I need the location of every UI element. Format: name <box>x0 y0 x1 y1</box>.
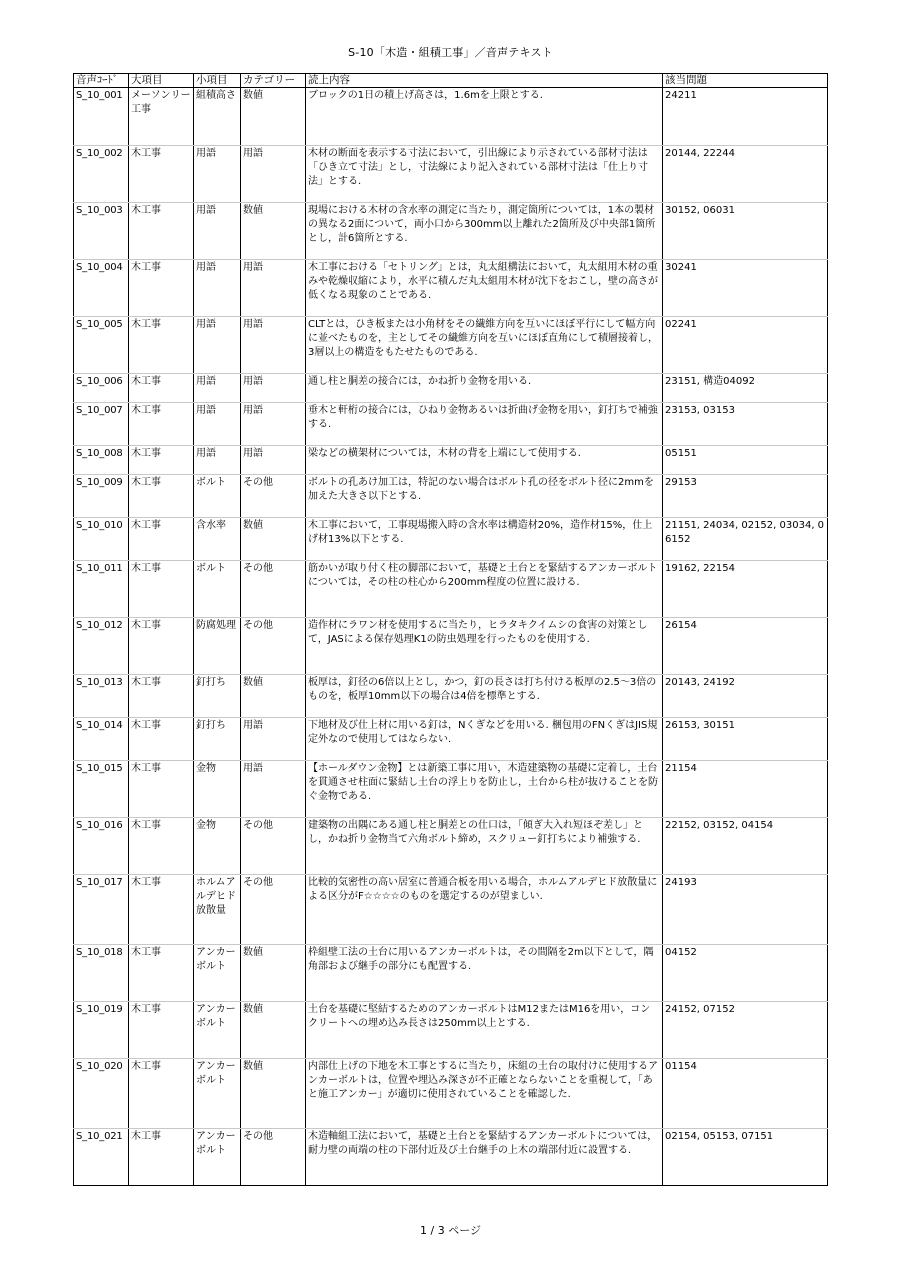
table-row <box>74 945 828 1002</box>
table-row <box>74 88 828 146</box>
cell-major: 木工事 <box>129 203 194 260</box>
cell-problems: 23151, 構造04092 <box>663 374 828 403</box>
cell-minor: 釘打ち <box>194 718 241 761</box>
cell-minor: 用語 <box>194 403 241 446</box>
cell-text: 木工事における「セトリング」とは，丸太組構法において，丸太組用木材の重みや乾燥収縮により，水平に積んだ丸太組用木材が沈下をおこし，壁の高さが低くなる現象のことである. <box>306 260 663 317</box>
cell-major: 木工事 <box>129 518 194 561</box>
cell-major: 木工事 <box>129 1002 194 1059</box>
cell-problems: 24211 <box>663 88 828 146</box>
cell-text: 内部仕上げの下地を木工事とするに当たり，床組の土台の取付けに使用するアンカーボルトは，位置や埋込み深さが不正確とならないことを重視して，「あと施工アンカー」が適切に使用されていることを確認した. <box>306 1059 663 1129</box>
cell-code: S_10_005 <box>74 317 129 374</box>
cell-problems: 20144, 22244 <box>663 146 828 203</box>
cell-minor: ボルト <box>194 561 241 618</box>
cell-category: 用語 <box>241 761 306 818</box>
cell-major: 木工事 <box>129 875 194 945</box>
cell-category: 用語 <box>241 446 306 475</box>
cell-code: S_10_014 <box>74 718 129 761</box>
cell-problems: 24193 <box>663 875 828 945</box>
cell-category: 数値 <box>241 675 306 718</box>
page-footer: 1 / 3 ページ <box>420 1224 481 1237</box>
cell-text: 建築物の出隅にある通し柱と胴差との仕口は，「傾ぎ大入れ短ほぞ差し」とし，かね折り金物当て六角ボルト締め，スクリュー釘打ちにより補強する. <box>306 818 663 875</box>
header-text: 読上内容 <box>306 74 663 88</box>
cell-major: 木工事 <box>129 1059 194 1129</box>
table-row <box>74 818 828 875</box>
cell-minor: 防腐処理 <box>194 618 241 675</box>
cell-minor: アンカーボルト <box>194 1129 241 1186</box>
table-row <box>74 317 828 374</box>
table-row <box>74 374 828 403</box>
cell-major: 木工事 <box>129 761 194 818</box>
cell-problems: 26154 <box>663 618 828 675</box>
cell-major: 木工事 <box>129 146 194 203</box>
cell-problems: 04152 <box>663 945 828 1002</box>
cell-code: S_10_020 <box>74 1059 129 1129</box>
cell-problems: 30152, 06031 <box>663 203 828 260</box>
cell-major: 木工事 <box>129 618 194 675</box>
cell-text: 造作材にラワン材を使用するに当たり，ヒラタキクイムシの食害の対策として，JASによる保存処理K1の防虫処理を行ったものを使用する. <box>306 618 663 675</box>
cell-minor: 用語 <box>194 446 241 475</box>
table-row <box>74 1002 828 1059</box>
cell-major: 木工事 <box>129 818 194 875</box>
cell-category: その他 <box>241 475 306 518</box>
cell-problems: 26153, 30151 <box>663 718 828 761</box>
table-row <box>74 446 828 475</box>
header-code: 音声ｺｰﾄﾞ <box>74 74 129 88</box>
header-problems: 該当問題 <box>663 74 828 88</box>
cell-code: S_10_013 <box>74 675 129 718</box>
table-row <box>74 875 828 945</box>
cell-minor: 用語 <box>194 317 241 374</box>
cell-code: S_10_008 <box>74 446 129 475</box>
cell-code: S_10_006 <box>74 374 129 403</box>
cell-code: S_10_016 <box>74 818 129 875</box>
cell-text: 通し柱と胴差の接合には，かね折り金物を用いる. <box>306 374 663 403</box>
cell-major: 木工事 <box>129 317 194 374</box>
cell-category: その他 <box>241 818 306 875</box>
cell-text: 土台を基礎に堅結するためのアンカーボルトはM12またはM16を用い，コンクリートへの埋め込み長さは250mm以上とする. <box>306 1002 663 1059</box>
header-category: カテゴリー <box>241 74 306 88</box>
table-header-row <box>74 74 828 88</box>
cell-code: S_10_019 <box>74 1002 129 1059</box>
table-row <box>74 1129 828 1186</box>
cell-minor: アンカーボルト <box>194 1002 241 1059</box>
cell-problems: 23153, 03153 <box>663 403 828 446</box>
cell-code: S_10_001 <box>74 88 129 146</box>
cell-category: 用語 <box>241 146 306 203</box>
cell-code: S_10_021 <box>74 1129 129 1186</box>
cell-text: ブロックの1日の積上げ高さは，1.6mを上限とする. <box>306 88 663 146</box>
cell-problems: 19162, 22154 <box>663 561 828 618</box>
cell-code: S_10_011 <box>74 561 129 618</box>
table-row <box>74 675 828 718</box>
cell-problems: 01154 <box>663 1059 828 1129</box>
header-minor: 小項目 <box>194 74 241 88</box>
cell-category: 数値 <box>241 88 306 146</box>
cell-problems: 29153 <box>663 475 828 518</box>
cell-category: 数値 <box>241 945 306 1002</box>
cell-text: ボルトの孔あけ加工は，特記のない場合はボルト孔の径をボルト径に2mmを加えた大きさ以下とする. <box>306 475 663 518</box>
cell-problems: 21151, 24034, 02152, 03034, 06152 <box>663 518 828 561</box>
cell-minor: 金物 <box>194 761 241 818</box>
cell-category: その他 <box>241 618 306 675</box>
cell-category: 用語 <box>241 317 306 374</box>
cell-minor: 組積高さ <box>194 88 241 146</box>
cell-text: 現場における木材の含水率の測定に当たり，測定箇所については，1本の製材の異なる2面について，両小口から300mm以上離れた2箇所及び中央部1箇所とし，計6箇所とする. <box>306 203 663 260</box>
voice-text-table <box>73 73 828 1186</box>
cell-problems: 20143, 24192 <box>663 675 828 718</box>
cell-text: 板厚は，釘径の6倍以上とし，かつ，釘の長さは打ち付ける板厚の2.5〜3倍のものを，板厚10mm以下の場合は4倍を標準とする. <box>306 675 663 718</box>
table-row <box>74 475 828 518</box>
cell-text: 木材の断面を表示する寸法において，引出線により示されている部材寸法は「ひき立て寸法」とし，寸法線により記入されている部材寸法は「仕上り寸法」とする. <box>306 146 663 203</box>
table-row <box>74 146 828 203</box>
cell-code: S_10_015 <box>74 761 129 818</box>
table-row <box>74 1059 828 1129</box>
table-row <box>74 761 828 818</box>
cell-code: S_10_012 <box>74 618 129 675</box>
cell-category: 用語 <box>241 374 306 403</box>
cell-problems: 05151 <box>663 446 828 475</box>
cell-problems: 22152, 03152, 04154 <box>663 818 828 875</box>
cell-text: 梁などの横架材については，木材の背を上端にして使用する. <box>306 446 663 475</box>
cell-code: S_10_010 <box>74 518 129 561</box>
cell-category: 用語 <box>241 260 306 317</box>
cell-minor: 含水率 <box>194 518 241 561</box>
table-row <box>74 718 828 761</box>
cell-major: 木工事 <box>129 446 194 475</box>
cell-code: S_10_018 <box>74 945 129 1002</box>
cell-minor: アンカーボルト <box>194 1059 241 1129</box>
cell-code: S_10_007 <box>74 403 129 446</box>
cell-text: CLTとは，ひき板または小角材をその繊維方向を互いにほぼ平行にして幅方向に並べたものを，主としてその繊維方向を互いにほぼ直角にして積層接着し，3層以上の構造をもたせたものである. <box>306 317 663 374</box>
cell-text: 木造軸組工法において，基礎と土台とを緊結するアンカーボルトについては，耐力壁の両端の柱の下部付近及び土台継手の上木の端部付近に設置する. <box>306 1129 663 1186</box>
cell-text: 木工事において，工事現場搬入時の含水率は構造材20%，造作材15%，仕上げ材13%以下とする. <box>306 518 663 561</box>
cell-minor: 用語 <box>194 203 241 260</box>
cell-code: S_10_017 <box>74 875 129 945</box>
cell-category: 用語 <box>241 403 306 446</box>
cell-major: 木工事 <box>129 561 194 618</box>
cell-major: 木工事 <box>129 675 194 718</box>
cell-text: 筋かいが取り付く柱の脚部において，基礎と土台とを緊結するアンカーボルトについては，その柱の柱心から200mm程度の位置に設ける. <box>306 561 663 618</box>
cell-problems: 30241 <box>663 260 828 317</box>
cell-minor: 釘打ち <box>194 675 241 718</box>
cell-category: 数値 <box>241 203 306 260</box>
page-title: S-10「木造・組積工事」／音声テキスト <box>348 46 553 59</box>
cell-text: 【ホールダウン金物】とは新築工事に用い，木造建築物の基礎に定着し，土台を貫通させ柱面に緊結し土台の浮上りを防止し，土台から柱が抜けることを防ぐ金物である. <box>306 761 663 818</box>
cell-major: 木工事 <box>129 475 194 518</box>
cell-minor: ボルト <box>194 475 241 518</box>
cell-major: 木工事 <box>129 945 194 1002</box>
cell-category: 数値 <box>241 1059 306 1129</box>
cell-problems: 02154, 05153, 07151 <box>663 1129 828 1186</box>
cell-code: S_10_003 <box>74 203 129 260</box>
cell-major: メーソンリー工事 <box>129 88 194 146</box>
cell-major: 木工事 <box>129 1129 194 1186</box>
cell-text: 枠組壁工法の土台に用いるアンカーボルトは，その間隔を2m以下として，隅角部および継手の部分にも配置する. <box>306 945 663 1002</box>
table-row <box>74 403 828 446</box>
cell-category: 数値 <box>241 1002 306 1059</box>
table-row <box>74 203 828 260</box>
cell-minor: 用語 <box>194 260 241 317</box>
cell-category: 数値 <box>241 518 306 561</box>
cell-major: 木工事 <box>129 374 194 403</box>
table-row <box>74 260 828 317</box>
cell-problems: 21154 <box>663 761 828 818</box>
cell-category: その他 <box>241 875 306 945</box>
cell-minor: 用語 <box>194 146 241 203</box>
cell-text: 垂木と軒桁の接合には，ひねり金物あるいは折曲げ金物を用い，釘打ちで補強する. <box>306 403 663 446</box>
cell-category: その他 <box>241 1129 306 1186</box>
table-row <box>74 618 828 675</box>
cell-code: S_10_004 <box>74 260 129 317</box>
cell-category: 用語 <box>241 718 306 761</box>
cell-text: 比較的気密性の高い居室に普通合板を用いる場合，ホルムアルデヒド放散量による区分がF☆☆☆☆のものを選定するのが望ましい. <box>306 875 663 945</box>
cell-minor: ホルムアルデヒド放散量 <box>194 875 241 945</box>
cell-category: その他 <box>241 561 306 618</box>
cell-code: S_10_009 <box>74 475 129 518</box>
table-row <box>74 561 828 618</box>
cell-major: 木工事 <box>129 403 194 446</box>
cell-major: 木工事 <box>129 718 194 761</box>
cell-minor: アンカーボルト <box>194 945 241 1002</box>
cell-problems: 02241 <box>663 317 828 374</box>
cell-minor: 金物 <box>194 818 241 875</box>
header-major: 大項目 <box>129 74 194 88</box>
table-row <box>74 518 828 561</box>
cell-text: 下地材及び仕上材に用いる釘は，Nくぎなどを用いる. 梱包用のFNくぎはJIS規定外なので使用してはならない. <box>306 718 663 761</box>
cell-major: 木工事 <box>129 260 194 317</box>
cell-code: S_10_002 <box>74 146 129 203</box>
cell-minor: 用語 <box>194 374 241 403</box>
cell-problems: 24152, 07152 <box>663 1002 828 1059</box>
